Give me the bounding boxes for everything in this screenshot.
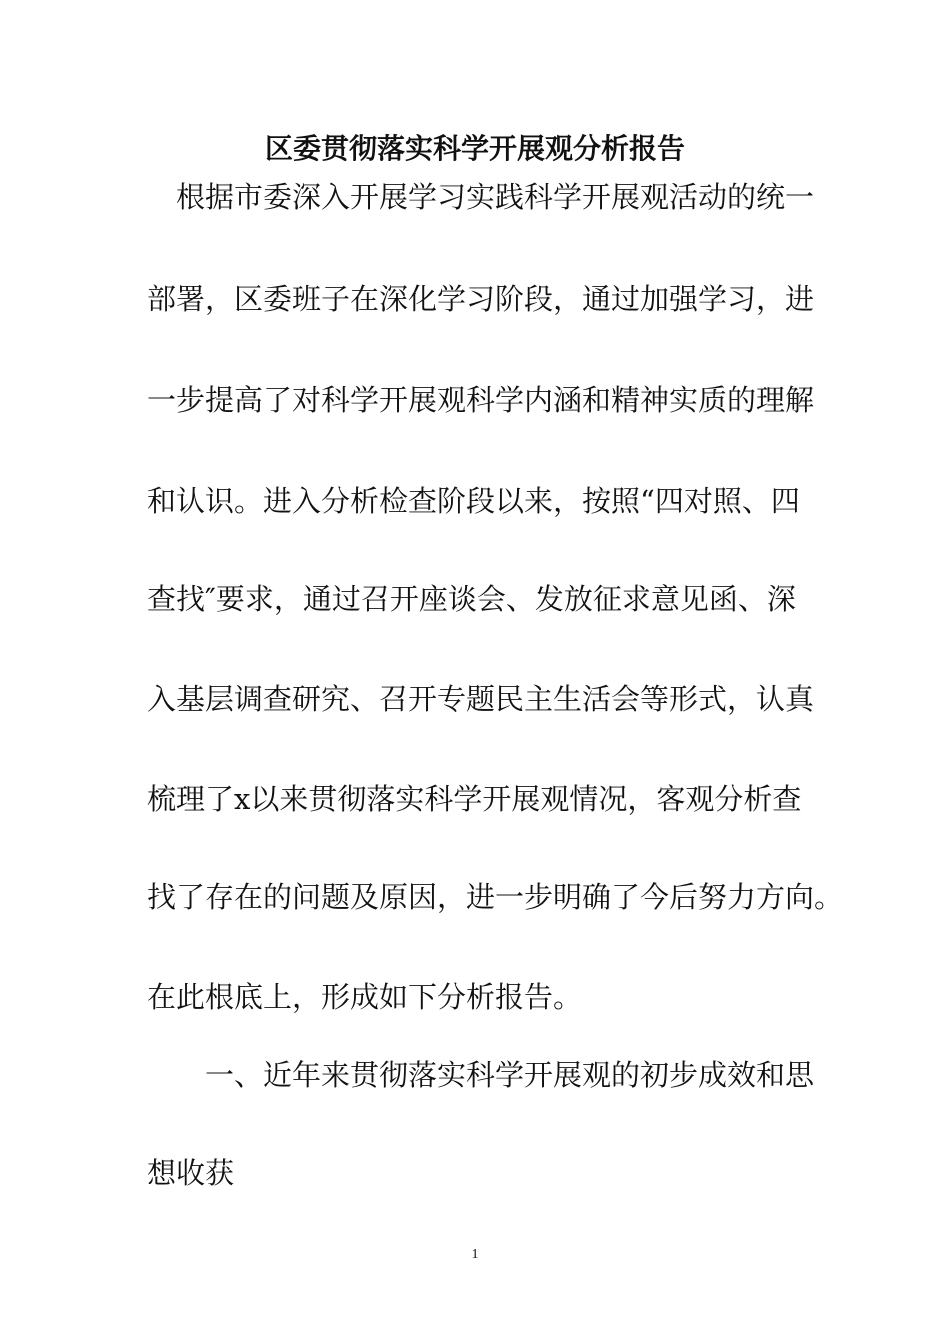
paragraph-line: 部署，区委班子在深化学习阶段，通过加强学习，进 — [147, 282, 815, 316]
paragraph-line: 根据市委深入开展学习实践科学开展观活动的统一 — [176, 180, 815, 214]
paragraph-line: 查找″要求，通过召开座谈会、发放征求意见函、深 — [147, 582, 796, 616]
paragraph-line: 在此根底上，形成如下分析报告。 — [147, 980, 583, 1014]
document-title: 区委贯彻落实科学开展观分析报告 — [264, 132, 685, 165]
paragraph-line: 梳理了x以来贯彻落实科学开展观情况，客观分析查 — [147, 782, 802, 816]
paragraph-line: 一步提高了对科学开展观科学内涵和精神实质的理解 — [147, 383, 815, 417]
section-heading-line: 一、近年来贯彻落实科学开展观的初步成效和思 — [205, 1058, 815, 1092]
paragraph-line: 和认识。进入分析检查阶段以来，按照“四对照、四 — [147, 484, 800, 518]
paragraph-line: 入基层调查研究、召开专题民主生活会等形式，认真 — [147, 682, 815, 716]
section-heading-line: 想收获 — [147, 1156, 235, 1190]
page-number: 1 — [471, 1247, 479, 1262]
paragraph-line: 找了存在的问题及原因，进一步明确了今后努力方向。 — [147, 880, 844, 914]
